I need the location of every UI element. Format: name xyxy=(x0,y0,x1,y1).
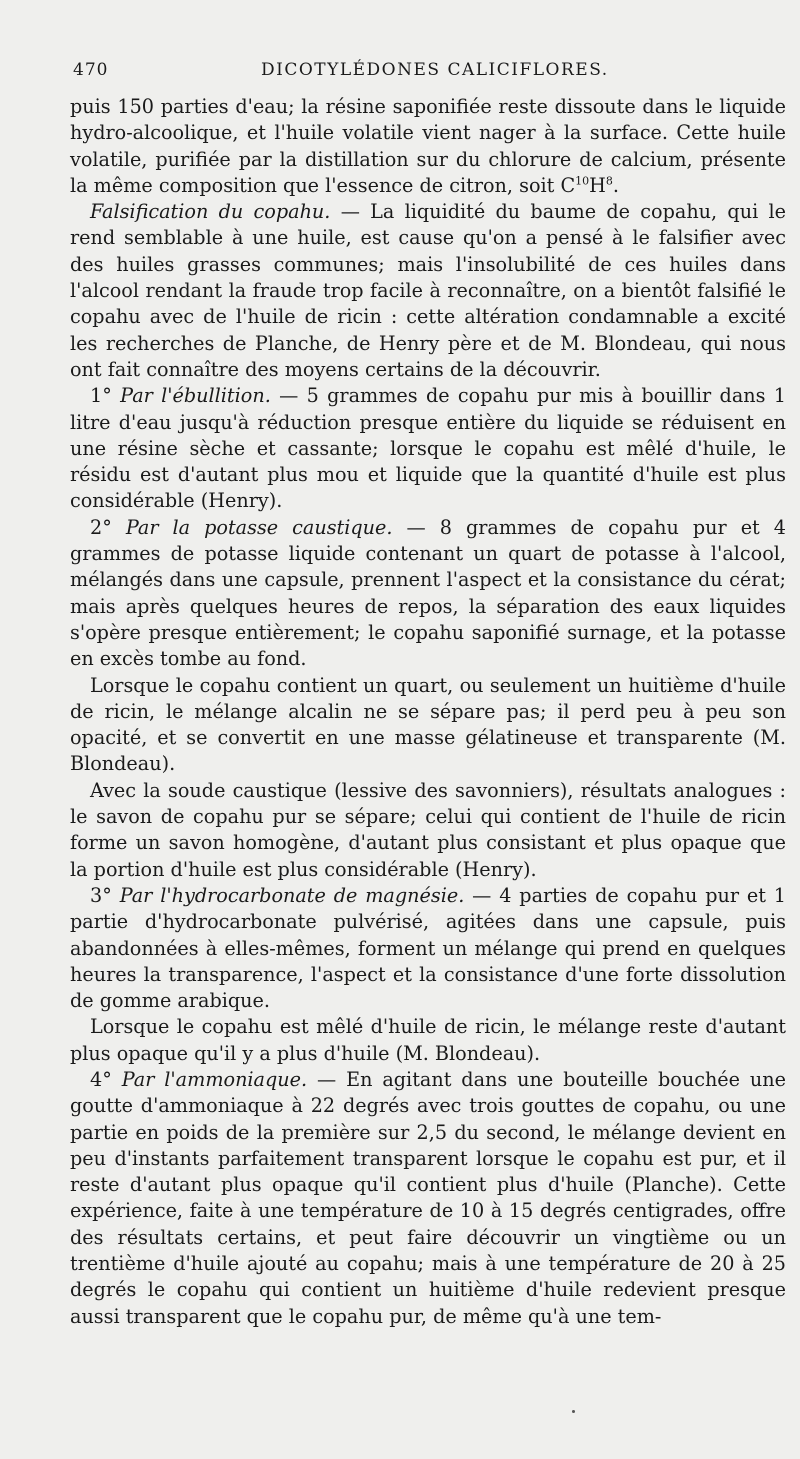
item-number: 1° xyxy=(90,384,112,408)
page-number: 470 xyxy=(73,60,109,80)
running-title: DICOTYLÉDONES CALICIFLORES. xyxy=(261,60,609,80)
paragraph xyxy=(70,883,786,1014)
paragraph-text: — La liquidité du baume de copahu, qui le rend semblable à une huile, est cause qu'on a pensé à le falsifier avec des huiles grasses communes; mais l'insolubilité de ces huiles dans l'alcool rendant la fraude trop facile à reconnaître, on a bientôt falsifié le copahu avec de l'huile de ricin : cette altération condamnable a excité les recherches de Planche, de Henry père et de M. Blondeau, qui nous ont fait connaître des moyens certains de la découvrir. xyxy=(70,200,786,381)
ink-speck xyxy=(572,1410,575,1413)
paragraph-text: — 4 parties de copahu pur et 1 partie d'hydrocarbonate pulvérisé, agitées dans une capsule, puis abandonnées à elles-mêmes, forment un mélange qui prend en quelques heures la transparence, l'aspect et la consistance d'une forte dissolution de gomme arabique. xyxy=(70,883,786,1013)
paragraph xyxy=(70,1067,786,1330)
section-heading: Par l'hydrocarbonate de magnésie. xyxy=(119,883,465,907)
paragraph xyxy=(70,673,786,778)
item-number: 3° xyxy=(90,883,112,907)
item-number: 2° xyxy=(90,515,112,539)
running-header xyxy=(73,60,760,86)
paragraph-text: Lorsque le copahu est mêlé d'huile de ricin, le mélange reste d'autant plus opaque qu'il y a plus d'huile (M. Blondeau). xyxy=(70,1015,786,1065)
item-number: 4° xyxy=(90,1067,112,1091)
body-text xyxy=(70,94,786,1330)
paragraph xyxy=(70,1014,786,1067)
section-heading: Par l'ammoniaque. xyxy=(121,1067,308,1091)
section-heading: Par la potasse caustique. xyxy=(125,515,393,539)
section-heading: Falsification du copahu. xyxy=(90,200,331,224)
paragraph xyxy=(70,515,786,673)
paragraph-text: Avec la soude caustique (lessive des savonniers), résultats analogues : le savon de copahu pur se sépare; celui qui contient de l'huile de ricin forme un savon homogène, d'autant plus consistant et plus opaque que la portion d'huile est plus considérable (Henry). xyxy=(70,778,786,881)
paragraph xyxy=(70,383,786,514)
section-heading: Par l'ébullition. xyxy=(120,384,271,408)
paragraph xyxy=(70,94,786,199)
paragraph-text: — 5 grammes de copahu pur mis à bouillir dans 1 litre d'eau jusqu'à réduction presque entière du liquide se réduisent en une résine sèche et cassante; lorsque le copahu est mêlé d'huile, le résidu est d'autant plus mou et liquide que la quantité d'huile est plus considérable (Henry). xyxy=(70,384,786,513)
paragraph-text: puis 150 parties d'eau; la résine saponifiée reste dissoute dans le liquide hydro-alcoolique, et l'huile volatile vient nager à la surface. Cette huile volatile, purifiée par la distillation sur du chlorure de calcium, présente la même composition que l'essence de citron, soit xyxy=(70,95,786,197)
paragraph xyxy=(70,199,786,383)
paragraph-text: — En agitant dans une bouteille bouchée une goutte d'ammoniaque à 22 degrés avec trois gouttes de copahu, ou une partie en poids de la première sur 2,5 du second, le mélange devient en peu d'instants parfaitement transparent lorsque le copahu est pur, et il reste d'autant plus opaque qu'il contient plus d'huile (Planche). Cette expérience, faite à une température de 10 à 15 degrés centigrades, offre des résultats certains, et peut faire découvrir un vingtième ou un trentième d'huile ajouté au copahu; mais à une température de 20 à 25 degrés le copahu qui contient un huitième d'huile redevient presque aussi transparent que le copahu pur, de même qu'à une tem- xyxy=(70,1067,786,1328)
paragraph-text: Lorsque le copahu contient un quart, ou seulement un huitième d'huile de ricin, le mélange alcalin ne se sépare pas; il perd peu à peu son opacité, et se convertit en une masse gélatineuse et transparente (M. Blondeau). xyxy=(70,673,786,776)
paragraph xyxy=(70,778,786,883)
chemical-formula: $C^{10}H^8$. xyxy=(560,173,620,197)
paragraph-text: — 8 grammes de copahu pur et 4 grammes de potasse liquide contenant un quart de potasse à l'alcool, mélangés dans une capsule, prennent l'aspect et la consistance du cérat; mais après quelques heures de repos, la séparation des eaux liquides s'opère presque entièrement; le copahu saponifié surnage, et la potasse en excès tombe au fond. xyxy=(70,515,786,671)
